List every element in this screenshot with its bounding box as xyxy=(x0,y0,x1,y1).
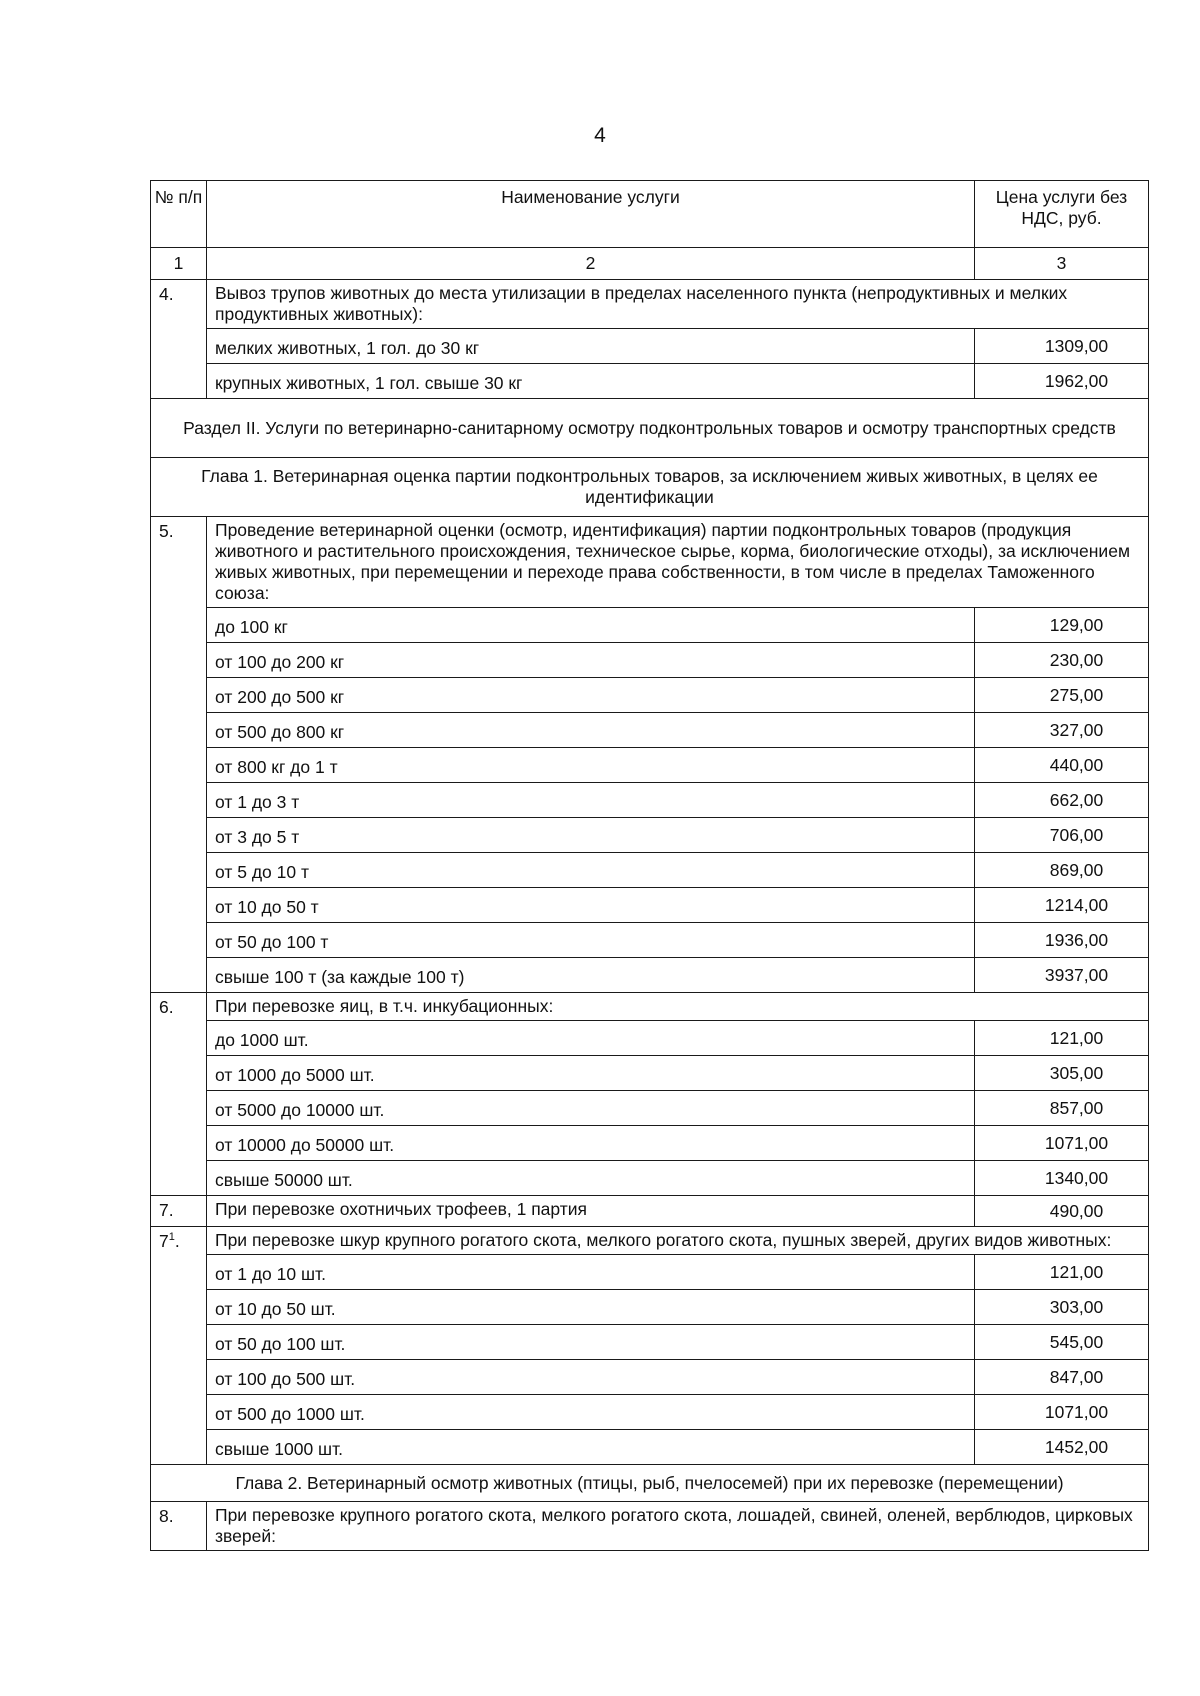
tariff-row xyxy=(151,853,1149,888)
header-service-name-column: Наименование услуги xyxy=(207,181,975,248)
tariff-row xyxy=(151,1360,1149,1395)
item-description: Вывоз трупов животных до места утилизации в пределах населенного пункта (непродуктивных и мелких продуктивных животных): xyxy=(207,280,1149,329)
tariff-row xyxy=(151,1091,1149,1126)
tariff-price: 545,00 xyxy=(975,1325,1149,1360)
item-item5-row xyxy=(151,517,1149,608)
item-number-superscript: 1 xyxy=(168,1231,175,1244)
tariff-price: 706,00 xyxy=(975,818,1149,853)
tariff-label: от 50 до 100 т xyxy=(207,923,975,958)
tariff-row xyxy=(151,818,1149,853)
chapter-heading-row xyxy=(151,458,1149,517)
tariff-price: 662,00 xyxy=(975,783,1149,818)
item-number: 8. xyxy=(151,1502,207,1551)
tariff-row xyxy=(151,608,1149,643)
tariff-label: мелких животных, 1 гол. до 30 кг xyxy=(207,329,975,364)
tariff-label: от 100 до 200 кг xyxy=(207,643,975,678)
tariff-row xyxy=(151,1430,1149,1465)
tariff-price: 1071,00 xyxy=(975,1126,1149,1161)
tariff-row xyxy=(151,1161,1149,1196)
column-number-2: 2 xyxy=(207,248,975,280)
table-header-row xyxy=(151,181,1149,248)
section-heading: Раздел II. Услуги по ветеринарно-санитарному осмотру подконтрольных товаров и осмотру транспортных средств xyxy=(151,399,1149,458)
tariff-row xyxy=(151,329,1149,364)
tariff-row xyxy=(151,1325,1149,1360)
item-item7-row xyxy=(151,1196,1149,1227)
tariff-label: от 1 до 10 шт. xyxy=(207,1255,975,1290)
item-item8-row xyxy=(151,1502,1149,1551)
tariff-row xyxy=(151,364,1149,399)
item-price: 490,00 xyxy=(975,1196,1149,1227)
item-description: Проведение ветеринарной оценки (осмотр, идентификация) партии подконтрольных товаров (продукция животного и растительного происхождения, техническое сырье, корма, биологические отходы), за исключением живых животных, при перемещении и переходе права собственности, в том числе в пределах Таможенного союза: xyxy=(207,517,1149,608)
item-number-suffix: . xyxy=(174,1231,180,1251)
header-price-column: Цена услуги без НДС, руб. xyxy=(975,181,1149,248)
tariff-label: от 10000 до 50000 шт. xyxy=(207,1126,975,1161)
tariff-price: 1962,00 xyxy=(975,364,1149,399)
tariff-price: 1309,00 xyxy=(975,329,1149,364)
tariff-label: свыше 100 т (за каждые 100 т) xyxy=(207,958,975,993)
item-number: 6. xyxy=(151,993,207,1196)
tariff-row xyxy=(151,678,1149,713)
tariff-row xyxy=(151,1021,1149,1056)
tariff-price: 869,00 xyxy=(975,853,1149,888)
price-table xyxy=(150,180,1149,1551)
tariff-price: 847,00 xyxy=(975,1360,1149,1395)
table-column-numbers-row xyxy=(151,248,1149,280)
tariff-price: 121,00 xyxy=(975,1255,1149,1290)
item-number xyxy=(151,1227,207,1465)
tariff-label: от 10 до 50 шт. xyxy=(207,1290,975,1325)
tariff-row xyxy=(151,1056,1149,1091)
item-number-main: 7 xyxy=(159,1231,169,1251)
item-item71-row xyxy=(151,1227,1149,1255)
tariff-label: до 1000 шт. xyxy=(207,1021,975,1056)
tariff-label: от 1000 до 5000 шт. xyxy=(207,1056,975,1091)
chapter-heading: Глава 2. Ветеринарный осмотр животных (птицы, рыб, пчелосемей) при их перевозке (перемещении) xyxy=(151,1465,1149,1502)
tariff-price: 305,00 xyxy=(975,1056,1149,1091)
item-number: 4. xyxy=(151,280,207,399)
chapter-heading-row xyxy=(151,1465,1149,1502)
tariff-label: от 3 до 5 т xyxy=(207,818,975,853)
tariff-price: 1936,00 xyxy=(975,923,1149,958)
tariff-price: 440,00 xyxy=(975,748,1149,783)
tariff-label: от 100 до 500 шт. xyxy=(207,1360,975,1395)
tariff-row xyxy=(151,923,1149,958)
tariff-label: от 5 до 10 т xyxy=(207,853,975,888)
tariff-price: 1340,00 xyxy=(975,1161,1149,1196)
tariff-price: 121,00 xyxy=(975,1021,1149,1056)
tariff-row xyxy=(151,1395,1149,1430)
page-number: 4 xyxy=(594,124,606,147)
tariff-price: 1214,00 xyxy=(975,888,1149,923)
tariff-price: 275,00 xyxy=(975,678,1149,713)
section-heading-row xyxy=(151,399,1149,458)
tariff-label: крупных животных, 1 гол. свыше 30 кг xyxy=(207,364,975,399)
tariff-price: 303,00 xyxy=(975,1290,1149,1325)
tariff-row xyxy=(151,888,1149,923)
tariff-label: до 100 кг xyxy=(207,608,975,643)
tariff-row xyxy=(151,748,1149,783)
item-description: При перевозке охотничьих трофеев, 1 партия xyxy=(207,1196,975,1227)
item-number: 7. xyxy=(151,1196,207,1227)
column-number-3: 3 xyxy=(975,248,1149,280)
item-description: При перевозке крупного рогатого скота, мелкого рогатого скота, лошадей, свиней, оленей, верблюдов, цирковых зверей: xyxy=(207,1502,1149,1551)
tariff-label: свыше 50000 шт. xyxy=(207,1161,975,1196)
tariff-label: от 5000 до 10000 шт. xyxy=(207,1091,975,1126)
item-number: 5. xyxy=(151,517,207,993)
tariff-label: от 50 до 100 шт. xyxy=(207,1325,975,1360)
tariff-label: от 200 до 500 кг xyxy=(207,678,975,713)
tariff-row xyxy=(151,958,1149,993)
tariff-row xyxy=(151,1290,1149,1325)
tariff-row xyxy=(151,713,1149,748)
tariff-price: 857,00 xyxy=(975,1091,1149,1126)
tariff-price: 230,00 xyxy=(975,643,1149,678)
chapter-heading: Глава 1. Ветеринарная оценка партии подконтрольных товаров, за исключением живых животных, в целях ее идентификации xyxy=(151,458,1149,517)
tariff-row xyxy=(151,643,1149,678)
tariff-row xyxy=(151,1126,1149,1161)
tariff-row xyxy=(151,783,1149,818)
tariff-price: 129,00 xyxy=(975,608,1149,643)
tariff-price: 3937,00 xyxy=(975,958,1149,993)
item-item4-row xyxy=(151,280,1149,329)
tariff-label: от 1 до 3 т xyxy=(207,783,975,818)
tariff-label: свыше 1000 шт. xyxy=(207,1430,975,1465)
tariff-price: 1452,00 xyxy=(975,1430,1149,1465)
column-number-1: 1 xyxy=(151,248,207,280)
tariff-label: от 10 до 50 т xyxy=(207,888,975,923)
tariff-label: от 800 кг до 1 т xyxy=(207,748,975,783)
tariff-row xyxy=(151,1255,1149,1290)
tariff-label: от 500 до 1000 шт. xyxy=(207,1395,975,1430)
header-number-column: № п/п xyxy=(151,181,207,248)
tariff-label: от 500 до 800 кг xyxy=(207,713,975,748)
tariff-price: 1071,00 xyxy=(975,1395,1149,1430)
item-description: При перевозке шкур крупного рогатого скота, мелкого рогатого скота, пушных зверей, других видов животных: xyxy=(207,1227,1149,1255)
item-description: При перевозке яиц, в т.ч. инкубационных: xyxy=(207,993,1149,1021)
tariff-price: 327,00 xyxy=(975,713,1149,748)
item-item6-row xyxy=(151,993,1149,1021)
